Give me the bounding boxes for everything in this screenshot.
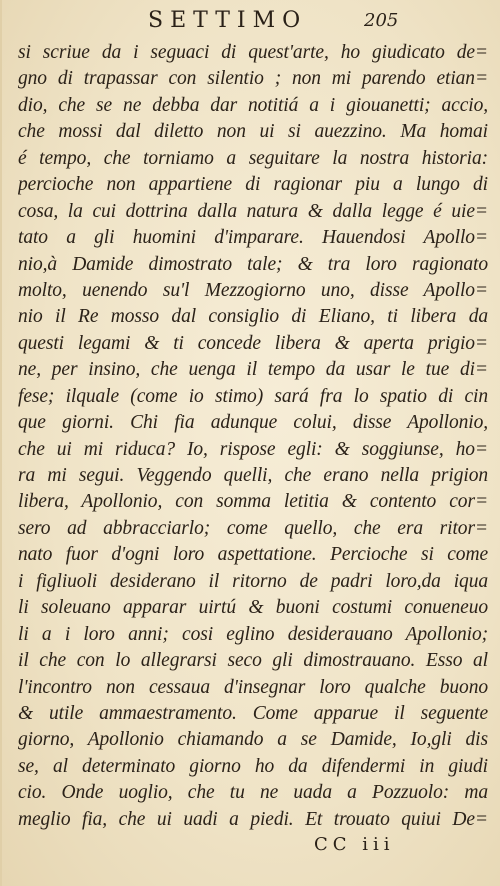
- text-line: l'incontro non cessaua d'insegnar loro qualche buono: [18, 676, 488, 698]
- text-line: se, al determinato giorno ho da difendermi in giudi: [18, 755, 488, 777]
- text-line: il che con lo allegrarsi seco gli dimostrauano. Esso al: [18, 650, 488, 672]
- text-line: li a i loro anni; cosi eglino desiderauano Apollonio;: [18, 623, 488, 645]
- text-line: si scriue da i seguaci di quest'arte, ho giudicato de=: [18, 42, 488, 63]
- text-line: molto, uenendo su'l Mezzogiorno uno, disse Apollo=: [18, 279, 488, 301]
- text-line: questi legami & ti concede libera & aperta prigio=: [18, 332, 488, 354]
- text-line: i figliuoli desiderano il ritorno de padri loro,da iqua: [18, 570, 488, 592]
- body-text: [18, 40, 488, 833]
- text-line: nio il Re mosso dal consiglio di Eliano, ti libera da: [18, 306, 488, 328]
- text-line: que giorni. Chi fia adunque colui, disse Apollonio,: [18, 412, 488, 434]
- text-line: cio. Onde uoglio, che tu ne uada a Pozzuolo: ma: [18, 782, 488, 804]
- text-line: ne, per insino, che uenga il tempo da usar le tue di=: [18, 359, 488, 381]
- text-line: che mossi dal diletto non ui si auezzino. Ma homai: [18, 121, 488, 143]
- text-line: nato fuor d'ogni loro aspettatione. Percioche si come: [18, 544, 488, 566]
- text-line: li soleuano apparar uirtú & buoni costumi conueneuo: [18, 597, 488, 619]
- text-line: é tempo, che torniamo a seguitare la nostra historia:: [18, 147, 488, 169]
- text-line: nio,à Damide dimostrato tale; & tra loro ragionato: [18, 253, 488, 275]
- text-line: & utile ammaestramento. Come apparue il seguente: [18, 702, 488, 724]
- text-line: libera, Apollonio, con somma letitia & contento cor=: [18, 491, 488, 513]
- text-line: fese; ilquale (come io stimo) sará fra lo spatio di cin: [18, 385, 488, 407]
- text-line: sero ad abbracciarlo; come quello, che era ritor=: [18, 517, 488, 539]
- text-line: gno di trapassar con silentio ; non mi parendo etian=: [18, 68, 488, 90]
- text-line: meglio fia, che ui uadi a piedi. Et trouato quiui De=: [18, 808, 488, 830]
- text-line: dio, che se ne debba dar notitiá a i giouanetti; accio,: [18, 94, 488, 116]
- text-line: cosa, la cui dottrina dalla natura & dalla legge é uie=: [18, 200, 488, 222]
- page-number: 205: [364, 10, 399, 31]
- text-line: che ui mi riduca? Io, rispose egli: & soggiunse, ho=: [18, 438, 488, 460]
- text-line: giorno, Apollonio chiamando a se Damide, Io,gli dis: [18, 729, 488, 751]
- signature-mark: CC iii: [314, 834, 395, 855]
- text-line: percioche non appartiene di ragionar piu a lungo di: [18, 174, 488, 196]
- running-head: [2, 8, 500, 38]
- text-line: tato a gli huomini d'imparare. Hauendosi Apollo=: [18, 227, 488, 249]
- running-head-title: SETTIMO: [148, 8, 308, 33]
- text-line: ra mi segui. Veggendo quelli, che erano nella prigion: [18, 465, 488, 486]
